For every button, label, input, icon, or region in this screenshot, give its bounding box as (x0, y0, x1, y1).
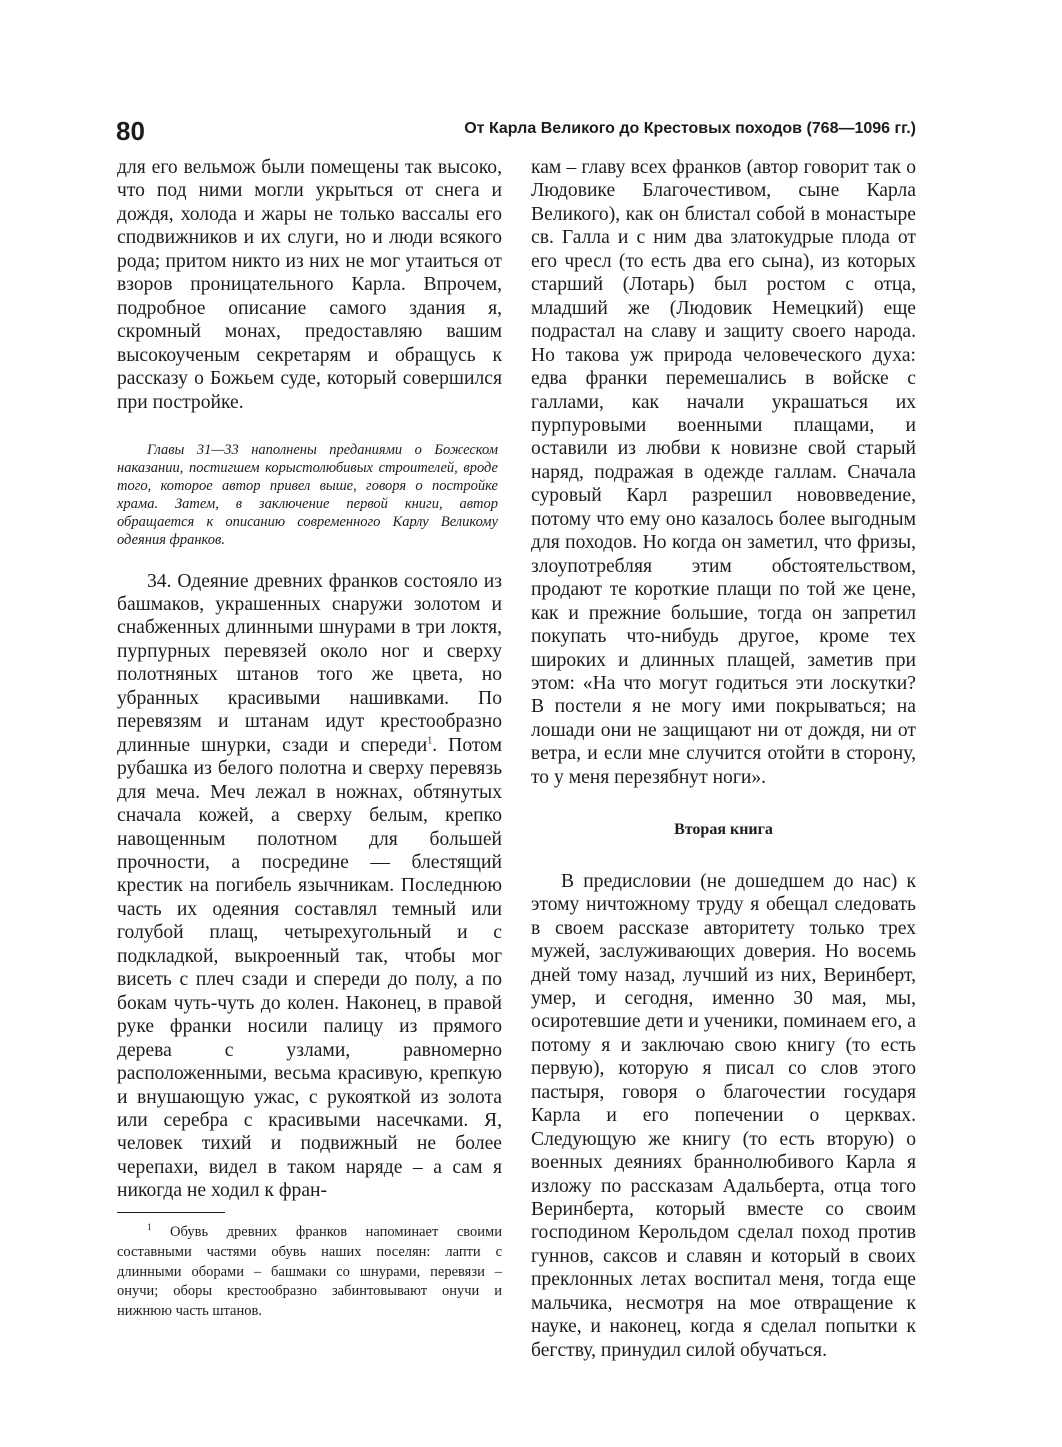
editor-note: Главы 31—33 наполнены преданиями о Божеском наказании, постигшем корыстолюбивых строителей, вроде того, которое автор привел выше, говоря о постройке храма. Затем, в заключение первой книги, автор обращается к описанию современного Карлу Великому одеяния франков. (117, 441, 498, 549)
paragraph-34-part2: . Потом рубашка из белого полотна и сверху перевязь для меча. Меч лежал в ножнах, обтянутых сначала кожей, а сверху белым, крепко навощенным полотном для большей прочности, а посредине — блестящий крестик на погибель язычникам. Последнюю часть их одеяния составлял темный или голубой плащ, четырехугольный и с подкладкой, выкроенный так, чтобы мог висеть с плеч сзади и спереди до полу, а по бокам чуть-чуть до колен. Наконец, в правой руке франки носили палицу из прямого дерева с узлами, равномерно расположенными, весьма красивую, крепкую и внушающую ужас, с рукояткой из золота или серебра с красивыми насечками. Я, человек тихий и подвижный не более черепахи, видел в таком наряде – а сам я никогда не ходил к фран- (117, 734, 502, 1202)
footnote-text: Обувь древних франков напоминает своими составными частями обувь наших поселян: лапти с длинными оборами – башмаки со шнурами, перевязи – онучи; оборы крестообразно забинтовывают онучи и нижнюю часть штанов. (117, 1224, 502, 1320)
running-title: От Карла Великого до Крестовых походов (768—1096 гг.) (464, 120, 916, 137)
page-number: 80 (116, 116, 145, 146)
paragraph-34 (117, 570, 502, 1203)
paragraph-34-part1: 34. Одеяние древних франков состояло из башмаков, украшенных снаружи золотом и снабженных длинными шнурами в три локтя, пурпурных перевязей около ног и сверху полотняных штанов того же цвета, но убранных красивыми нашивками. По перевязям и штанам идут крестообразно длинные шнурки, сзади и спереди (117, 570, 502, 756)
section-heading: Вторая книга (674, 821, 773, 839)
paragraph-continued-right: кам – главу всех франков (автор говорит так о Людовике Благочестивом, сыне Карла Великого), как он блистал собой в монастыре св. Галла и с ним два златокудрые плода от его чресл (то есть два его сына), из которых старший (Лотарь) был ростом с отца, младший же (Людовик Немецкий) еще подрастал на славу и защиту своего народа. Но такова уж природа человеческого духа: едва франки перемешались в войске с галлами, как начали украшаться их пурпуровыми военными плащами, и оставили из любви к новизне свой старый наряд, подражая в одежде галлам. Сначала суровый Карл разрешил нововведение, потому что ему оно казалось более выгодным для походов. Но когда он заметил, что фризы, злоупотребляя этим обстоятельством, продают те короткие плащи по той же цене, как и прежние большие, тогда он запретил покупать что-нибудь другое, кроме тех широких и длинных плащей, заметив при этом: «На что могут годиться эти лоскутки? В постели я не могу ими покрываться; на лошади они не защищают ни от дождя, ни от ветра, и если мне случится отойти в сторону, то у меня перезябнут ноги». (531, 157, 916, 788)
left-column (117, 156, 502, 1203)
footnote-number: 1 (147, 1222, 152, 1233)
right-column (531, 156, 916, 1362)
paragraph-book-two: В предисловии (не дошедшем до нас) к этому ничтожному труду я обещал следовать в своем рассказе авторитету только трех мужей, заслуживающих доверия. Но восемь дней тому назад, лучший из них, Веринберт, умер, и сегодня, именно 30 мая, мы, осиротевшие дети и ученики, поминаем его, а потому я и заключаю свою книгу (то есть первую), которую я писал со слов этого пастыря, говоря о благочестии государя Карла и его попечении о церквах. Следующую же книгу (то есть вторую) о военных деяниях браннолюбивого Карла я изложу по рассказам Адальберта, отца того Веринберта, который вместе со своим господином Керольдом сделал поход против гуннов, саксов и славян и который в своих преклонных летах воспитал меня, тогда еще мальчика, несмотря на мое отвращение к науке, и наконец, когда я сделал попытки к бегству, принудил силой обучаться. (531, 870, 916, 1361)
paragraph-continued: для его вельмож были помещены так высоко, что под ними могли укрыться от снега и дождя, холода и жары не только вассалы его сподвижников и их слуги, но и люди всякого рода; притом никто из них не мог утаиться от взоров проницательного Карла. Впрочем, подробное описание самого здания я, скромный монах, предоставляю вашим высокоученым секретарям и обращусь к рассказу о Божьем суде, который совершился при постройке. (117, 157, 502, 413)
footnote-divider (117, 1212, 225, 1213)
footnote (117, 1223, 502, 1322)
footnote-ref[interactable]: 1 (427, 735, 433, 747)
